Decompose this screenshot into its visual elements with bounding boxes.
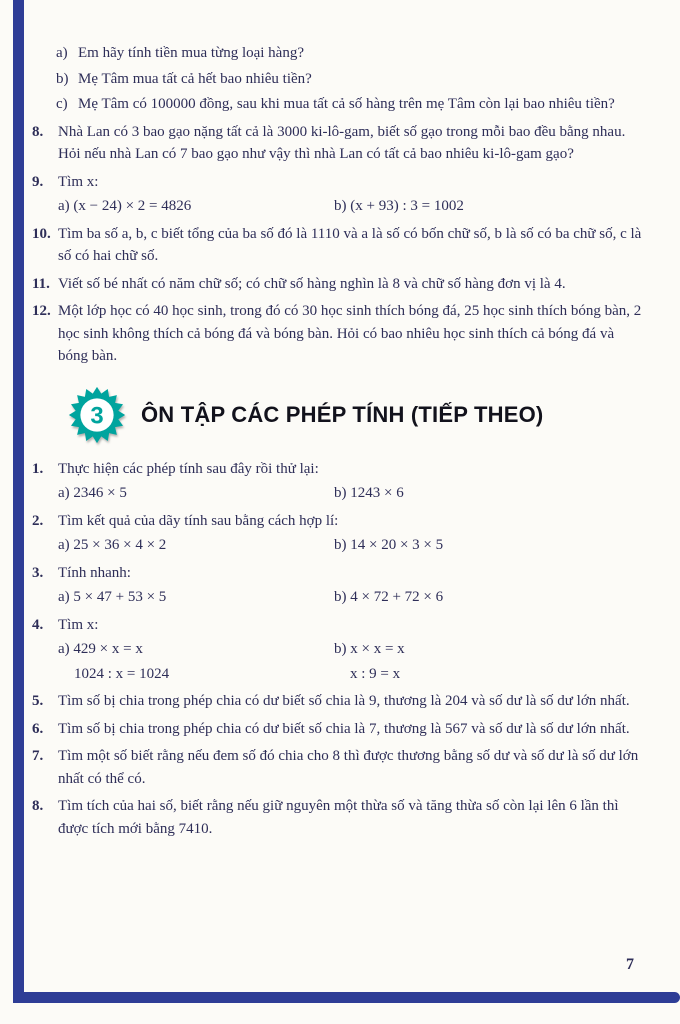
- problem-text: Tìm x:: [58, 173, 99, 190]
- problem-number: 10.: [32, 225, 51, 242]
- problem: [32, 690, 646, 713]
- problem-text: Thực hiện các phép tính sau đây rồi thử lại:: [58, 460, 319, 477]
- equation-b: b) 1243 × 6: [334, 485, 404, 501]
- problem: [32, 458, 646, 481]
- equation-row: [58, 638, 646, 661]
- page-number: 7: [626, 956, 634, 973]
- equation-b: b) (x + 93) : 3 = 1002: [334, 198, 464, 214]
- sub-question-label: a): [56, 45, 68, 61]
- equation-row: [58, 534, 646, 557]
- problem: [32, 171, 646, 194]
- problem-text: Tìm ba số a, b, c biết tổng của ba số đó là 1110 và a là số có bốn chữ số, b là số có ba chữ số, c là số có hai chữ số.: [58, 225, 642, 264]
- sub-question-text: Mẹ Tâm mua tất cả hết bao nhiêu tiền?: [78, 70, 312, 87]
- problem-text: Tìm số bị chia trong phép chia có dư biết số chia là 9, thương là 204 và số dư là số dư lớn nhất.: [58, 693, 630, 709]
- badge-starburst-icon: [68, 386, 126, 444]
- equation-a: a) 2346 × 5: [58, 485, 127, 501]
- equation-row: [58, 586, 646, 609]
- problem-text: Một lớp học có 40 học sinh, trong đó có 30 học sinh thích bóng đá, 25 học sinh thích bóng bàn, 2 học sinh không thích cả bóng đá và bóng bàn. Hỏi có bao nhiêu học sinh thích cả bóng đá và bóng bàn.: [58, 303, 642, 364]
- problem-number: 4.: [32, 616, 44, 633]
- equation-a2: 1024 : x = 1024: [74, 665, 170, 682]
- equation-a: a) (x − 24) × 2 = 4826: [58, 198, 192, 214]
- equation-b2: x : 9 = x: [350, 665, 401, 682]
- equation-row: [58, 663, 646, 686]
- problem-number: 6.: [32, 720, 44, 737]
- problem-text: Viết số bé nhất có năm chữ số; có chữ số hàng nghìn là 8 và chữ số hàng đơn vị là 4.: [58, 275, 566, 292]
- problem-text: Tìm một số biết rằng nếu đem số đó chia cho 8 thì được thương bằng số dư và số dư là số dư lớn nhất có thể có.: [58, 748, 639, 787]
- sub-question-text: Mẹ Tâm có 100000 đồng, sau khi mua tất cả số hàng trên mẹ Tâm còn lại bao nhiêu tiền?: [78, 96, 615, 112]
- problem: [32, 614, 646, 637]
- equation-b: b) 14 × 20 × 3 × 5: [334, 537, 444, 553]
- sub-question-label: c): [56, 96, 68, 112]
- problem-number: 7.: [32, 748, 44, 764]
- equation-b: b) x × x = x: [334, 641, 405, 657]
- problem: [32, 795, 646, 840]
- equation-row: [58, 482, 646, 505]
- problem-number: 3.: [32, 564, 44, 581]
- problem-number: 9.: [32, 173, 44, 190]
- problem: [32, 510, 646, 533]
- sub-question: [56, 93, 646, 116]
- problem-text: Tìm kết quả của dãy tính sau bằng cách hợp lí:: [58, 512, 339, 529]
- problem-number: 11.: [32, 275, 50, 292]
- problem-text: Tìm tích của hai số, biết rằng nếu giữ nguyên một thừa số và tăng thừa số còn lại lên 6 lần thì được tích mới bằng 7410.: [58, 798, 619, 837]
- equation-a: a) 5 × 47 + 53 × 5: [58, 589, 167, 605]
- problem: [32, 718, 646, 741]
- problem-text: Nhà Lan có 3 bao gạo nặng tất cả là 3000 ki-lô-gam, biết số gạo trong mỗi bao đều bằng nhau. Hỏi nếu nhà Lan có 7 bao gạo như vậy thì nhà Lan có tất cả bao nhiêu ki-lô-gam gạo?: [58, 123, 626, 162]
- equation-a: a) 429 × x = x: [58, 641, 143, 657]
- sub-question-label: b): [56, 70, 69, 87]
- problem-number: 5.: [32, 693, 44, 709]
- problem-number: 8.: [32, 798, 44, 814]
- page-content: [32, 42, 646, 840]
- problem: [32, 562, 646, 585]
- sub-question-list: [32, 42, 646, 116]
- problem: [32, 300, 646, 368]
- problem: [32, 223, 646, 268]
- problem: [32, 273, 646, 296]
- problem-text: Tìm số bị chia trong phép chia có dư biết số chia là 7, thương là 567 và số dư là số dư lớn nhất.: [58, 720, 630, 737]
- bottom-border-bar: [13, 992, 680, 1003]
- problem-number: 1.: [32, 460, 44, 477]
- section-title: ÔN TẬP CÁC PHÉP TÍNH (TIẾP THEO): [141, 402, 544, 427]
- problem-text: Tìm x:: [58, 616, 99, 633]
- sub-question-text: Em hãy tính tiền mua từng loại hàng?: [78, 45, 304, 61]
- equation-b: b) 4 × 72 + 72 × 6: [334, 589, 444, 605]
- problem: [32, 121, 646, 166]
- problem-text: Tính nhanh:: [58, 564, 131, 581]
- equation-row: [58, 195, 646, 218]
- badge-number: 3: [90, 402, 104, 430]
- equation-a: a) 25 × 36 × 4 × 2: [58, 537, 167, 553]
- sub-question: [56, 68, 646, 91]
- sub-question: [56, 42, 646, 65]
- section-badge: [68, 386, 126, 444]
- problem: [32, 745, 646, 790]
- problem-number: 8.: [32, 123, 44, 140]
- section-header: [68, 386, 646, 444]
- problem-number: 12.: [32, 303, 51, 319]
- problem-number: 2.: [32, 512, 44, 529]
- left-border-bar: [13, 0, 24, 1003]
